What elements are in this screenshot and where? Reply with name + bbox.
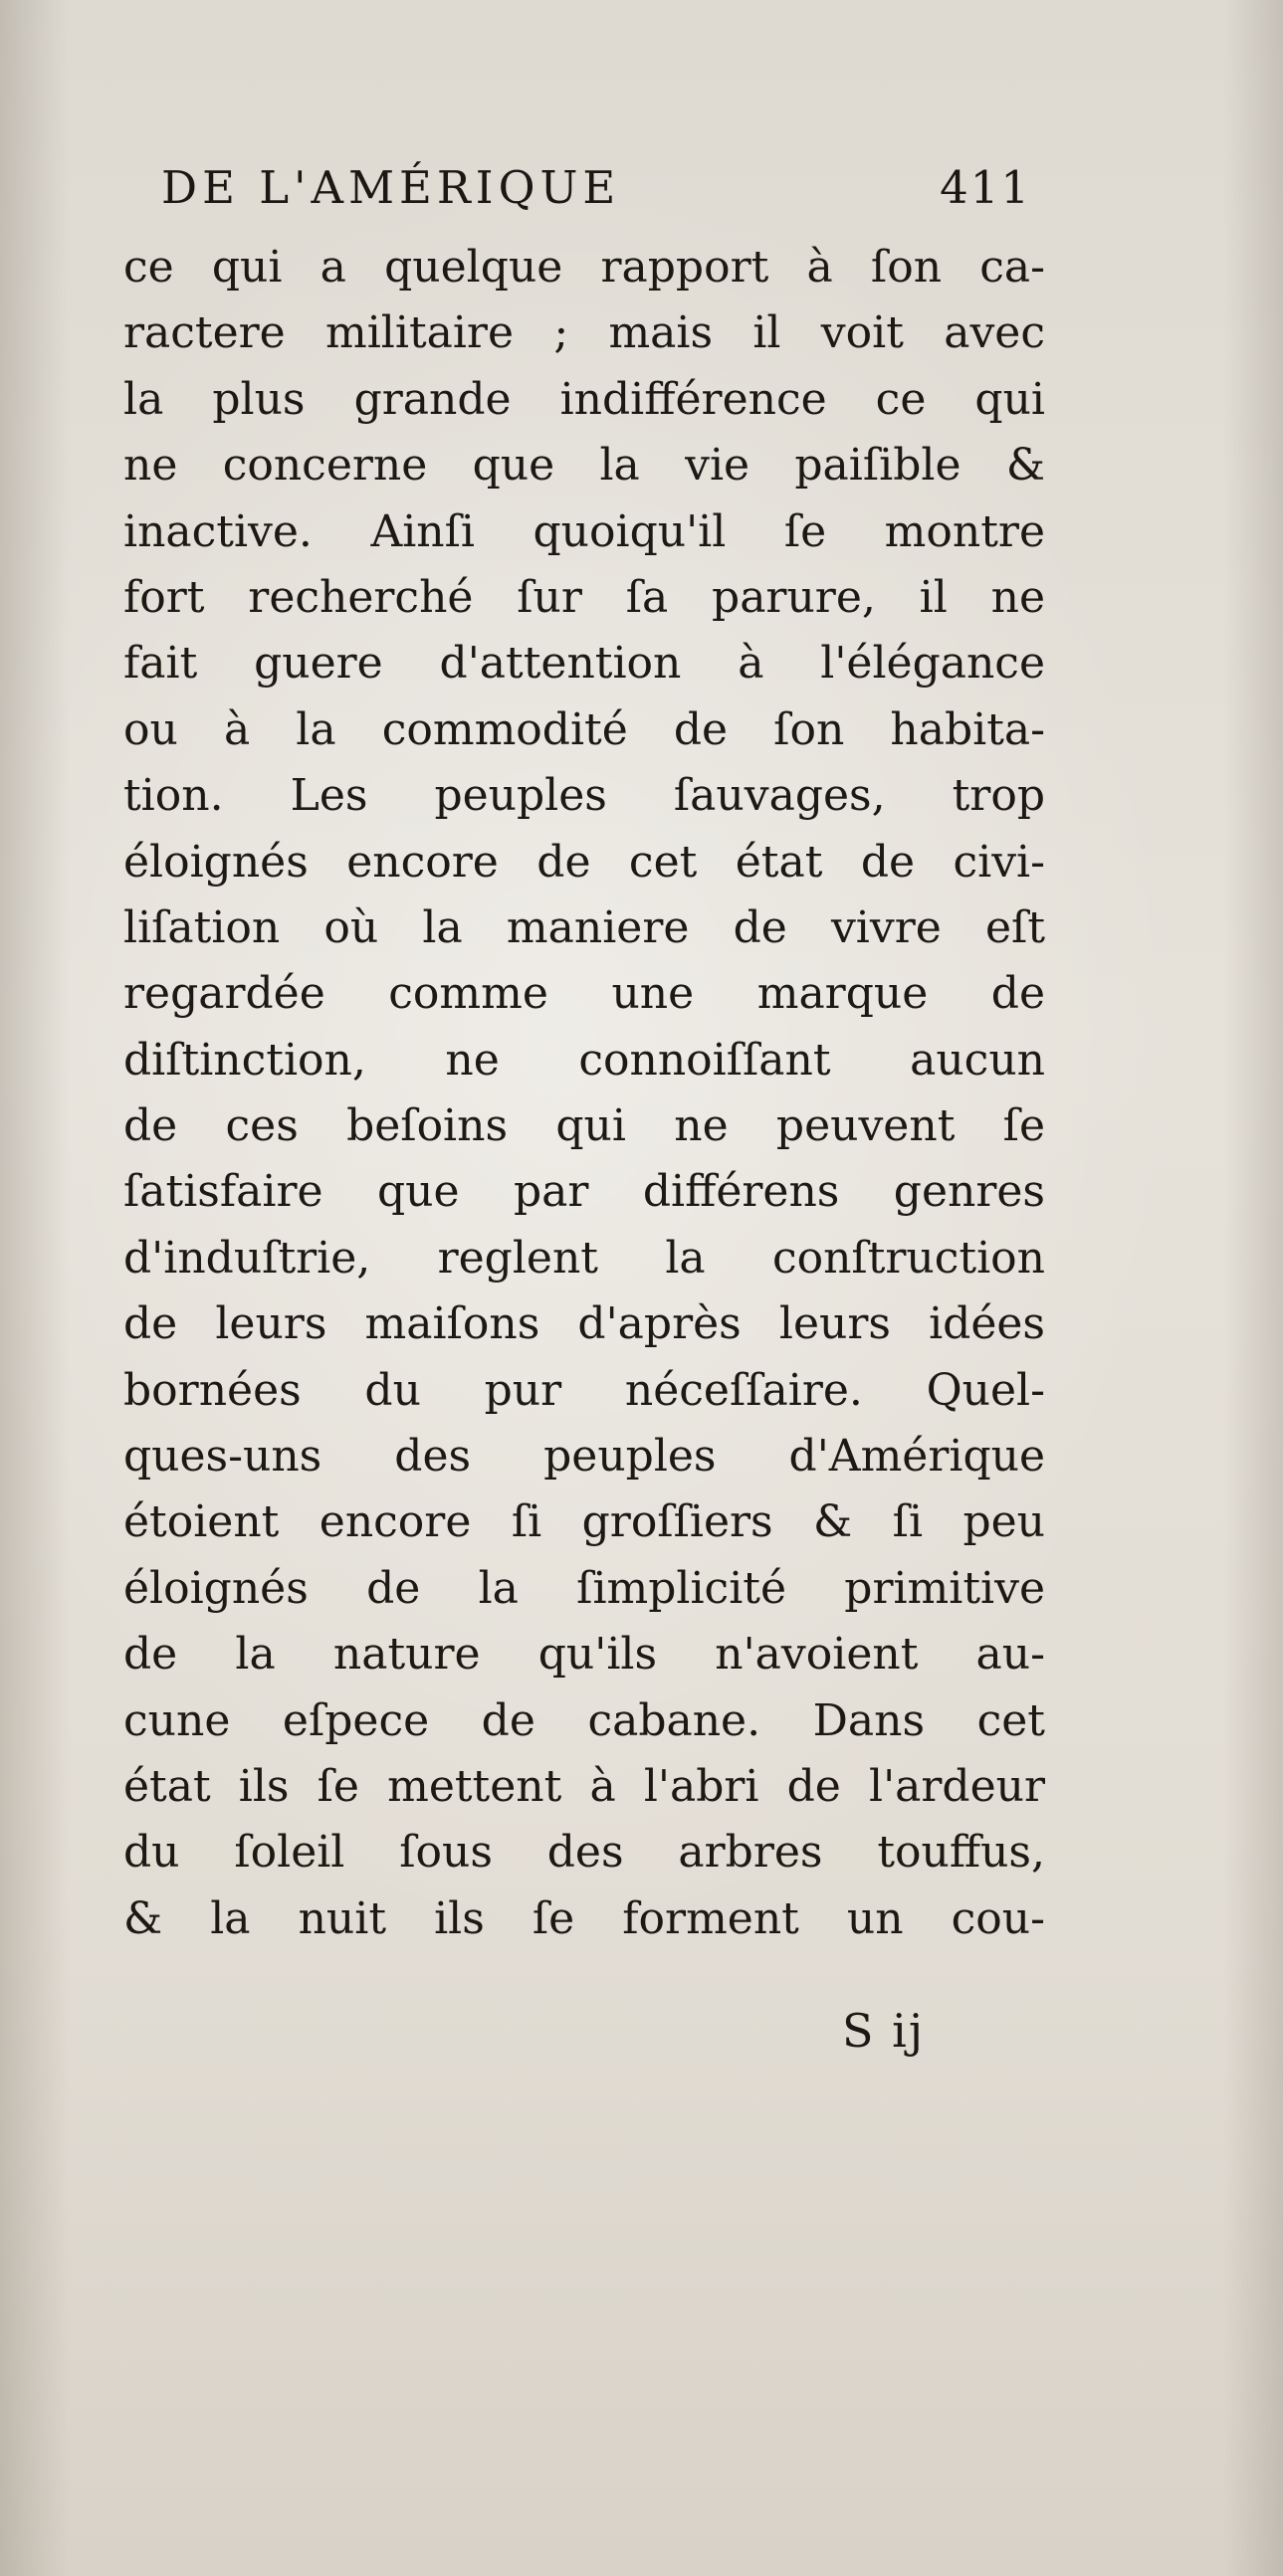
text-line: ractere militaire ; mais il voit avec <box>123 307 1045 359</box>
text-line: ou à la commodité de ſon habita- <box>123 703 1045 755</box>
running-head: DE L'AMÉRIQUE <box>161 161 621 214</box>
text-line: fait guere d'attention à l'élégance <box>123 638 1045 690</box>
text-line: éloignés encore de cet état de civi- <box>123 836 1045 888</box>
text-line: tion. Les peuples ſauvages, trop <box>123 770 1045 822</box>
text-line: ques-uns des peuples d'Amérique <box>123 1431 1045 1483</box>
text-line: ſatisfaire que par différens genres <box>123 1166 1045 1218</box>
text-line: & la nuit ils ſe forment un cou- <box>123 1892 1045 1944</box>
text-line: éloignés de la ſimplicité primitive <box>123 1562 1045 1614</box>
text-line: cune eſpece de cabane. Dans cet <box>123 1694 1045 1746</box>
page-number: 411 <box>940 161 1031 214</box>
text-line: ce qui a quelque rapport à ſon ca- <box>123 242 1045 293</box>
text-line: liſation où la maniere de vivre eſt <box>123 901 1045 953</box>
text-line: ne concerne que la vie paiſible & <box>123 440 1045 492</box>
text-line: fort recherché ſur ſa parure, il ne <box>123 571 1045 623</box>
text-line: état ils ſe mettent à l'abri de l'ardeur <box>123 1760 1045 1812</box>
text-line: de la nature qu'ils n'avoient au- <box>123 1629 1045 1681</box>
text-line: de ces beſoins qui ne peuvent ſe <box>123 1100 1045 1152</box>
text-line: de leurs maiſons d'après leurs idées <box>123 1298 1045 1350</box>
text-line: étoient encore ſi groſſiers & ſi peu <box>123 1496 1045 1548</box>
text-line: la plus grande indifférence ce qui <box>123 373 1045 425</box>
signature-mark: S ij <box>842 2004 926 2058</box>
text-line: du ſoleil ſous des arbres touffus, <box>123 1827 1045 1879</box>
text-line: inactive. Ainſi quoiqu'il ſe montre <box>123 505 1045 557</box>
text-line: d'induſtrie, reglent la conſtruction <box>123 1232 1045 1284</box>
text-line: regardée comme une marque de <box>123 968 1045 1020</box>
text-line: bornées du pur néceſſaire. Quel- <box>123 1364 1045 1416</box>
page-header <box>161 161 1037 221</box>
text-line: diſtinction, ne connoiſſant aucun <box>123 1034 1045 1086</box>
body-text <box>123 235 1045 1952</box>
